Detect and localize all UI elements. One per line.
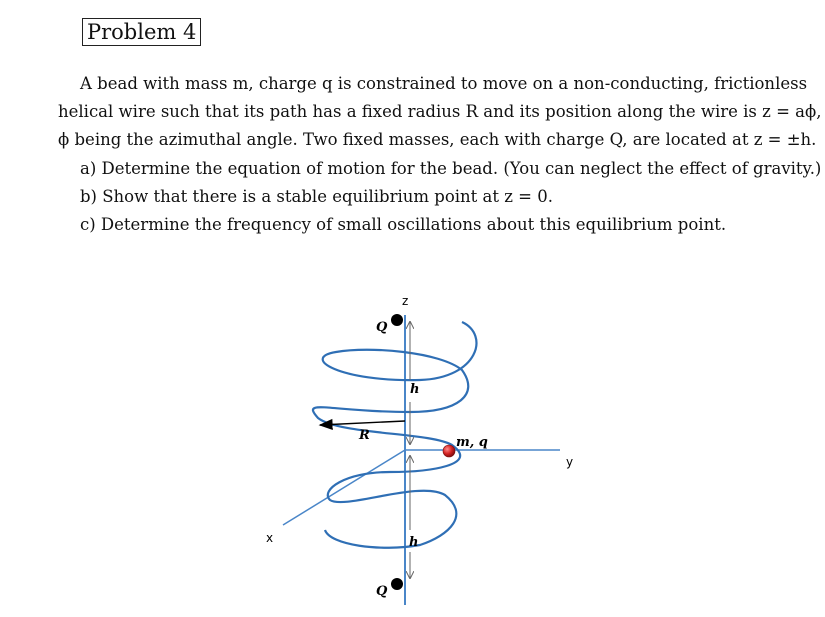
part-c: c) Determine the frequency of small oscillations about this equilibrium point.	[80, 215, 727, 234]
statement-line-2: helical wire such that its path has a fixed radius R and its position along the wire is z = aϕ,	[58, 102, 822, 121]
h-upper-label: h	[410, 382, 420, 397]
part-b: b) Show that there is a stable equilibrium point at z = 0.	[80, 187, 553, 206]
bead-label: m, q	[456, 435, 488, 450]
top-charge	[391, 314, 403, 326]
x-axis	[283, 450, 405, 525]
top-charge-label: Q	[376, 320, 388, 335]
bottom-charge	[391, 578, 403, 590]
h-lower-label: h	[409, 535, 419, 550]
statement-line-1: A bead with mass m, charge q is constrained to move on a non-conducting, frictionless	[80, 74, 808, 93]
helical-wire	[313, 322, 477, 548]
part-a: a) Determine the equation of motion for the bead. (You can neglect the effect of gravity.)	[80, 159, 822, 178]
bead	[443, 445, 455, 457]
statement-line-3: ϕ being the azimuthal angle. Two fixed masses, each with charge Q, are located at z = ±h.	[58, 130, 817, 149]
x-axis-label: x	[266, 531, 274, 545]
problem-title: Problem 4	[82, 18, 201, 46]
y-axis-label: y	[566, 455, 574, 469]
z-axis-label: z	[402, 294, 409, 308]
radius-arrow	[320, 421, 405, 425]
bottom-charge-label: Q	[376, 584, 388, 599]
radius-label: R	[359, 428, 370, 443]
